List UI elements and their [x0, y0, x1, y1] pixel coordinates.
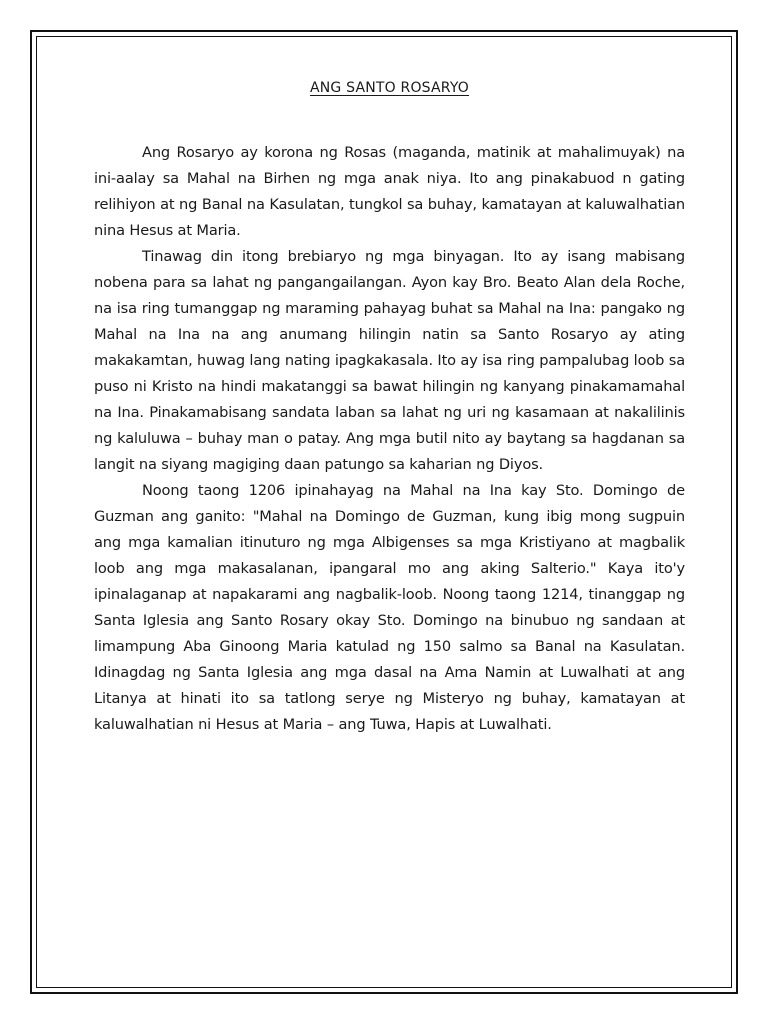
paragraph-1: Ang Rosaryo ay korona ng Rosas (maganda, matinik at mahalimuyak) na ini-aalay sa Mahal na Birhen ng mga anak niya. Ito ang pinakabuod n gating relihiyon at ng Banal na Kasulatan, tungkol sa buhay, kamatayan at kaluwalhatian nina Hesus at Maria.	[94, 144, 685, 239]
document-title: ANG SANTO ROSARYO	[309, 80, 470, 96]
document-body	[94, 72, 685, 738]
paragraph-3: Noong taong 1206 ipinahayag na Mahal na Ina kay Sto. Domingo de Guzman ang ganito: "Mahal na Domingo de Guzman, kung ibig mong sugpuin ang mga kamalian itinuturo ng mga Albigenses sa mga Kristiyano at magbalik loob ang mga makasalanan, ipangaral mo ang aking Salterio." Kaya ito'y ipinalaganap at napakarami ang nagbalik-loob. Noong taong 1214, tinanggap ng Santa Iglesia ang Santo Rosary okay Sto. Domingo na binubuo ng sandaan at limampung Aba Ginoong Maria katulad ng 150 salmo sa Banal na Kasulatan. Idinagdag ng Santa Iglesia ang mga dasal na Ama Namin at Luwalhati at ang Litanya at hinati ito sa tatlong serye ng Misteryo ng buhay, kamatayan at kaluwalhatian ni Hesus at Maria – ang Tuwa, Hapis at Luwalhati.	[94, 482, 685, 733]
paragraph-2: Tinawag din itong brebiaryo ng mga binyagan. Ito ay isang mabisang nobena para sa lahat ng pangangailangan. Ayon kay Bro. Beato Alan dela Roche, na isa ring tumanggap ng maraming pahayag buhat sa Mahal na Ina: pangako ng Mahal na Ina na ang anumang hilingin natin sa Santo Rosaryo ay ating makakamtan, huwag lang nating ipagkakasala. Ito ay isa ring pampalubag loob sa puso ni Kristo na hindi makatanggi sa bawat hilingin ng kanyang pinakamamahal na Ina. Pinakamabisang sandata laban sa lahat ng uri ng kasamaan at nakalilinis ng kaluluwa – buhay man o patay. Ang mga butil nito ay baytang sa hagdanan sa langit na siyang magiging daan patungo sa kaharian ng Diyos.	[94, 248, 685, 473]
